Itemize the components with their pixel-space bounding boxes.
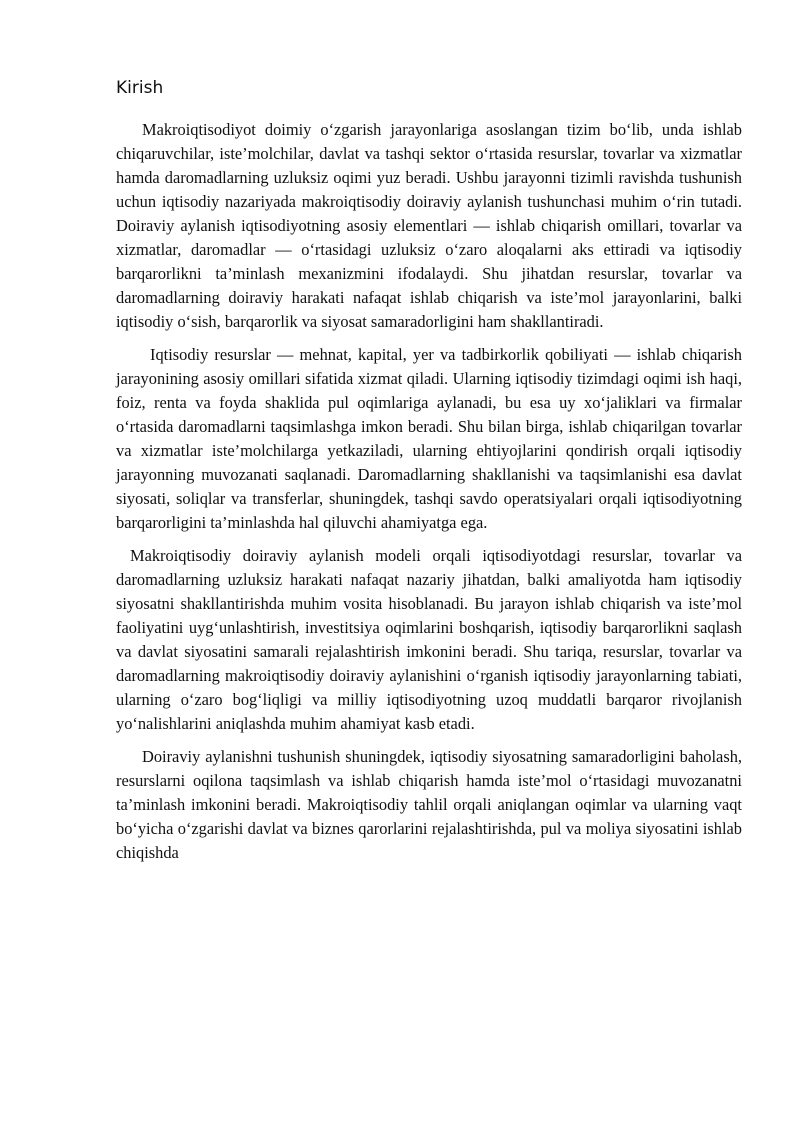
section-heading: Kirish — [116, 78, 164, 98]
paragraph-2: Iqtisodiy resurslar — mehnat, kapital, yer va tadbirkorlik qobiliyati — ishlab chiqarish jarayonining asosiy omillari sifatida xizmat qiladi. Ularning iqtisodiy tizimdagi oqimi ish haqi, foiz, renta va foyda shaklida pul oqimlariga aylanadi, bu esa uy xo‘jaliklari va firmalar o‘rtasida daromadlarni taqsimlashga imkon beradi. Shu bilan birga, ishlab chiqarilgan tovarlar va xizmatlar iste’molchilarga yetkaziladi, ularning ehtiyojlarini qondirish orqali iqtisodiy jarayonning muvozanati saqlanadi. Daromadlarning shakllanishi va taqsimlanishi esa davlat siyosati, soliqlar va transferlar, shuningdek, tashqi savdo operatsiyalari orqali iqtisodiyotning barqarorligini ta’minlashda hal qiluvchi ahamiyatga ega. — [116, 345, 742, 532]
paragraph-4: Doiraviy aylanishni tushunish shuningdek, iqtisodiy siyosatning samaradorligini baholash, resurslarni oqilona taqsimlash va ishlab chiqarish hamda iste’mol o‘rtasidagi muvozanatni ta’minlash imkonini beradi. Makroiqtisodiy tahlil orqali aniqlangan oqimlar va ularning vaqt bo‘yicha o‘zgarishi davlat va biznes qarorlarini rejalashtirishda, pul va moliya siyosatini ishlab chiqishda — [116, 747, 742, 862]
body-text — [116, 118, 742, 874]
paragraph-1: Makroiqtisodiyot doimiy o‘zgarish jarayonlariga asoslangan tizim bo‘lib, unda ishlab chiqaruvchilar, iste’molchilar, davlat va tashqi sektor o‘rtasida resurslar, tovarlar va xizmatlar hamda daromadlarning uzluksiz oqimi yuz beradi. Ushbu jarayonni tizimli ravishda tushunish uchun iqtisodiy nazariyada makroiqtisodiy doiraviy aylanish tushunchasi muhim o‘rin tutadi. Doiraviy aylanish iqtisodiyotning asosiy elementlari — ishlab chiqarish omillari, tovarlar va xizmatlar, daromadlar — o‘rtasidagi uzluksiz o‘zaro aloqalarni aks ettiradi va iqtisodiy barqarorlikni ta’minlash mexanizmini ifodalaydi. Shu jihatdan resurslar, tovarlar va daromadlarning doiraviy harakati nafaqat ishlab chiqarish va iste’mol jarayonlarini, balki iqtisodiy o‘sish, barqarorlik va siyosat samaradorligini ham shakllantiradi. — [116, 120, 742, 331]
paragraph-3: Makroiqtisodiy doiraviy aylanish modeli orqali iqtisodiyotdagi resurslar, tovarlar va daromadlarning uzluksiz harakati nafaqat nazariy jihatdan, balki amaliyotda ham iqtisodiy siyosatni shakllantirishda muhim vosita hisoblanadi. Bu jarayon ishlab chiqarish va iste’mol faoliyatini uyg‘unlashtirish, investitsiya oqimlarini boshqarish, iqtisodiy barqarorlikni saqlash va davlat siyosatini samarali rejalashtirish imkonini beradi. Shu tariqa, resurslar, tovarlar va daromadlarning makroiqtisodiy doiraviy aylanishini o‘rganish iqtisodiy jarayonlarning tabiati, ularning o‘zaro bog‘liqligi va milliy iqtisodiyotning uzoq muddatli barqaror rivojlanish yo‘nalishlarini aniqlashda muhim ahamiyat kasb etadi. — [116, 546, 742, 733]
